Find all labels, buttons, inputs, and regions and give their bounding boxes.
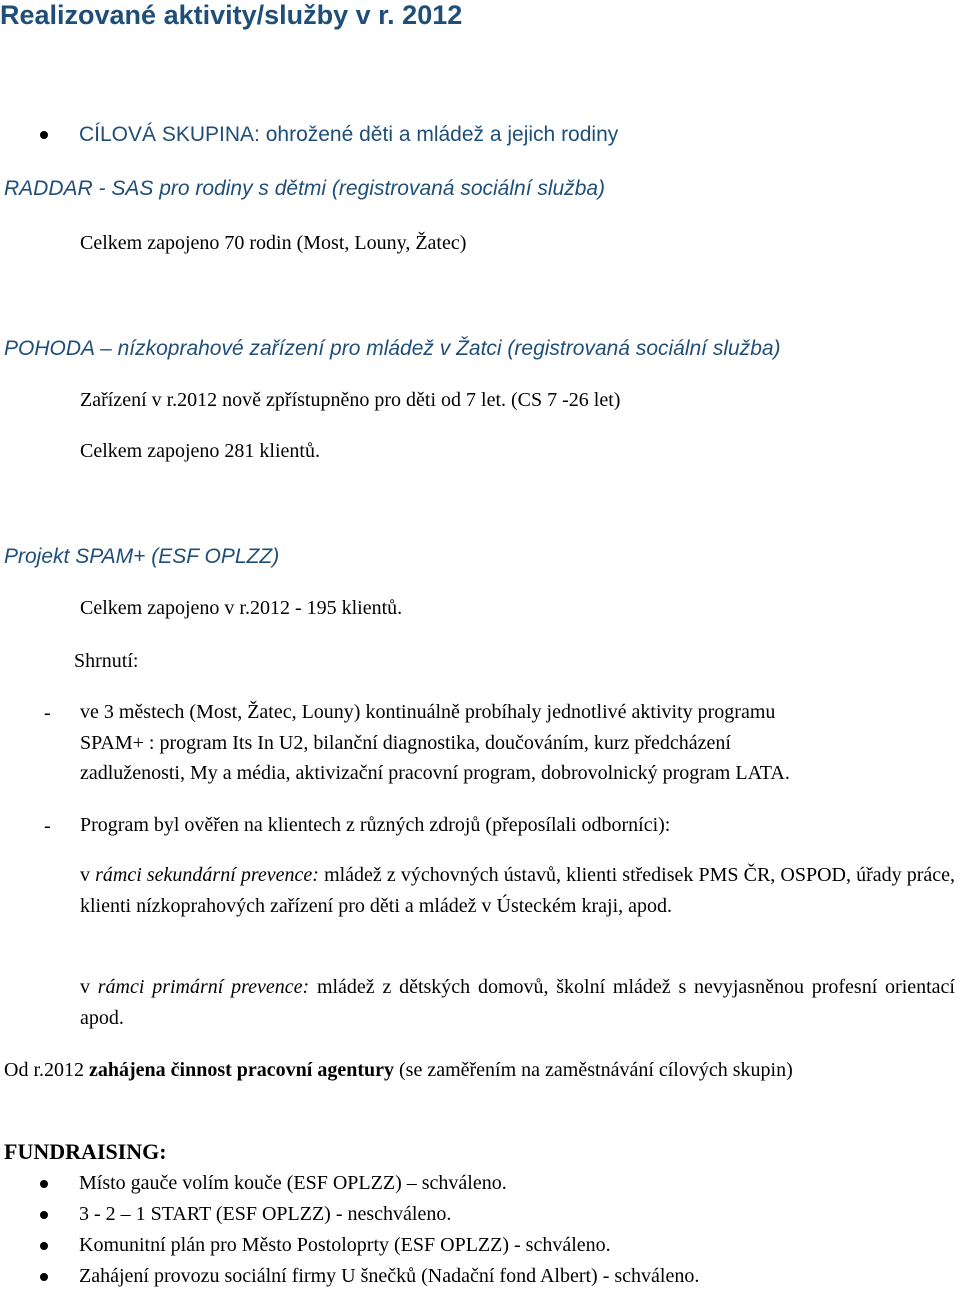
agency-suffix: (se zaměřením na zaměstnávání cílových skupin) [399,1059,793,1081]
spam-heading: Projekt SPAM+ (ESF OPLZZ) [4,545,280,568]
primary-prefix: v [80,976,90,998]
bullet-icon [40,1180,48,1188]
page-title: Realizované aktivity/služby v r. 2012 [0,0,463,30]
secondary-text: mládež z výchovných ústavů, klienti středisek PMS ČR, OSPOD, úřady práce, klienti nízkoprahových zařízení pro děti a mládež v Ústeckém kraji, apod. [80,864,956,917]
raddar-line: Celkem zapojeno 70 rodin (Most, Louny, Žatec) [80,232,467,254]
dash-icon: - [44,702,51,724]
secondary-prevention-paragraph [80,860,955,922]
summary-item1-line2: SPAM+ : program Its In U2, bilanční diagnostika, doučováním, kurz předcházení [80,732,731,754]
fundraising-item: Místo gauče volím kouče (ESF OPLZZ) – schváleno. [79,1172,507,1194]
summary-label: Shrnutí: [74,650,139,672]
primary-text: mládež z dětských domovů, školní mládež s nevyjasněnou profesní orientací apod. [80,976,955,1029]
pohoda-heading: POHODA – nízkoprahové zařízení pro mládež v Žatci (registrovaná sociální služba) [4,337,781,360]
bullet-icon [40,1273,48,1281]
agency-line [4,1060,793,1080]
agency-prefix: Od r.2012 [4,1059,84,1081]
target-group-heading: CÍLOVÁ SKUPINA: ohrožené děti a mládež a jejich rodiny [79,123,619,146]
fundraising-item: 3 - 2 – 1 START (ESF OPLZZ) - neschváleno. [79,1203,452,1225]
primary-label: rámci primární prevence: [97,976,310,998]
secondary-prefix: v [80,864,90,886]
agency-bold: zahájena činnost pracovní agentury [89,1059,394,1081]
bullet-icon [40,131,48,139]
fundraising-item: Zahájení provozu sociální firmy U šnečků (Nadační fond Albert) - schváleno. [79,1265,700,1287]
raddar-heading: RADDAR - SAS pro rodiny s dětmi (registrovaná sociální služba) [4,177,606,200]
bullet-icon [40,1211,48,1219]
bullet-icon [40,1242,48,1250]
pohoda-line-1: Zařízení v r.2012 nově zpřístupněno pro děti od 7 let. (CS 7 -26 let) [80,389,621,411]
secondary-label: rámci sekundární prevence: [95,864,319,886]
fundraising-item: Komunitní plán pro Město Postoloprty (ESF OPLZZ) - schváleno. [79,1234,611,1256]
primary-prevention-paragraph [80,972,955,1034]
summary-item1-line3: zadluženosti, My a média, aktivizační pracovní program, dobrovolnický program LATA. [80,762,790,784]
dash-icon: - [44,815,51,837]
fundraising-heading: FUNDRAISING: [4,1139,167,1164]
summary-item2: Program byl ověřen na klientech z různých zdrojů (přeposílali odborníci): [80,814,671,836]
spam-line: Celkem zapojeno v r.2012 - 195 klientů. [80,597,403,619]
summary-item1-line1: ve 3 městech (Most, Žatec, Louny) kontinuálně probíhaly jednotlivé aktivity programu [80,701,776,723]
pohoda-line-2: Celkem zapojeno 281 klientů. [80,440,320,462]
